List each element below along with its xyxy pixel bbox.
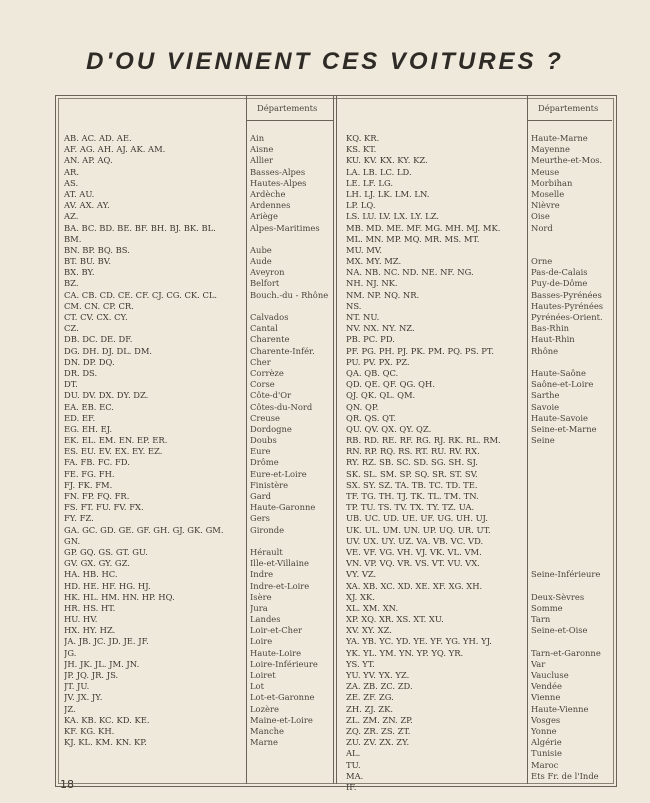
registration-codes: ES. EU. EV. EX. EY. EZ. [64,446,163,457]
left-dept-divider [246,96,247,784]
registration-codes: NH. NJ. NK. [346,278,398,289]
registration-codes: NA. NB. NC. ND. NE. NF. NG. [346,267,474,278]
departement-name [531,636,603,647]
registration-codes: YK. YL. YM. YN. YP. YQ. YR. [346,647,464,658]
registration-codes: PB. PC. PD. [346,334,395,345]
registration-codes: AB. AC. AD. AE. [64,133,132,143]
registration-codes: JV. JX. JY. [64,692,103,703]
departement-name [531,469,603,480]
departement-name: Aube [250,244,272,255]
registration-codes: QJ. QK. QL. QM. [346,390,416,401]
registration-codes: ZQ. ZR. ZS. ZT. [346,725,411,736]
departement-name: Gers [250,513,270,524]
registration-codes: CZ. [64,323,79,334]
right-header-rule [528,120,612,121]
right-departements-column [531,133,603,782]
departement-name: Seine-et-Marne [531,423,597,434]
registration-codes: ZA. ZB. ZC. ZD. [346,681,413,692]
departement-name [531,357,603,368]
registration-codes: NS. [346,300,362,311]
departement-name: Haute-Garonne [250,502,316,513]
registration-codes: JT. JU. [64,681,90,692]
registration-codes: HA. HB. HC. [64,569,118,580]
registration-codes: AF. AG. AH. AJ. AK. AM. [64,144,166,155]
departement-name: Hautes-Pyrénées [531,300,604,311]
departement-name: Yonne [531,725,557,736]
departement-name: Loiret [250,670,276,680]
departement-name: Saône-et-Loire [531,379,594,390]
registration-codes: ZU. ZV. ZX. ZY. [346,737,410,748]
registration-codes: UV. UX. UY. UZ. VA. VB. VC. VD. [346,535,484,546]
departement-name: Morbihan [531,177,573,188]
departement-name: Marne [250,737,278,748]
departement-name [531,234,603,245]
departement-name: Aisne [250,144,274,155]
right-dept-divider [527,96,528,784]
registration-codes: FJ. FK. FM. [64,479,113,490]
registration-codes: KS. KT. [346,144,377,155]
departement-name: Eure-et-Loire [250,468,307,479]
departement-name: Pas-de-Calais [531,267,588,278]
departement-name: Savoie [531,401,560,412]
departement-name: Jura [250,602,268,613]
registration-codes: AN. AP. AQ. [64,155,113,166]
registration-codes: TP. TU. TS. TV. TX. TY. TZ. UA. [346,502,475,513]
registration-codes: BN. BP. BQ. BS. [64,244,130,255]
registration-codes: LP. LQ. [346,200,376,211]
registration-codes: YA. YB. YC. YD. YE. YF. YG. YH. YJ. [346,636,492,647]
departement-name: Somme [531,602,563,613]
departement-name: Tunisie [531,748,562,759]
registration-codes: EK. EL. EM. EN. EP. ER. [64,435,168,446]
center-divider-2 [336,96,337,784]
departement-name: Calvados [250,312,289,322]
registration-codes: RY. RZ. SB. SC. SD. SG. SH. SJ. [346,457,478,468]
registration-codes: FA. FB. FC. FD. [64,457,130,468]
registration-codes: LA. LB. LC. LD. [346,166,412,177]
departement-name: Vosges [531,714,561,725]
left-codes-column [64,133,224,748]
departement-name: Landes [250,614,281,625]
departement-name: Ariège [250,211,279,222]
departement-name [531,536,603,547]
registration-codes: YS. YT. [346,658,375,669]
departement-name: Manche [250,725,285,736]
registration-codes: XP. XQ. XR. XS. XT. XU. [346,614,444,625]
departement-name: Hautes-Alpes [250,177,307,188]
departement-name: Belfort [250,278,280,289]
registration-codes: HX. HY. HZ. [64,625,116,636]
left-departements-header: Départements [257,103,318,113]
registration-codes: ZE. ZF. ZG. [346,692,394,703]
departement-name: Dordogne [250,423,292,434]
departement-name: Loir-et-Cher [250,625,303,636]
departement-name: Cantal [250,323,278,334]
registration-codes: KU. KV. KX. KY. KZ. [346,155,428,166]
departement-name: Allier [250,155,274,166]
departement-name: Bas-Rhin [531,323,570,334]
registration-codes: CM. CN. CP. CR. [64,300,134,311]
registration-codes: NT. NU. [346,312,380,322]
departement-name [531,581,603,592]
departement-name: Hérault [250,546,283,557]
departement-name: Charente [250,334,290,345]
registration-codes: CT. CV. CX. CY. [64,312,128,322]
departement-name: Ardennes [250,200,291,211]
left-departements-column [250,133,328,748]
registration-codes: FS. FT. FU. FV. FX. [64,502,144,513]
registration-codes: DG. DH. DJ. DL. DM. [64,345,153,356]
right-codes-column [346,133,501,793]
registration-codes: HU. HV. [64,614,98,625]
departement-name: Alpes-Maritimes [250,222,320,233]
registration-codes: AZ. [64,211,79,222]
departement-name [250,301,328,312]
registration-codes: UB. UC. UD. UE. UF. UG. UH. UJ. [346,513,488,524]
departement-name: Aude [250,256,272,267]
departement-name: Mayenne [531,144,571,155]
departement-name [531,491,603,502]
departement-name [531,513,603,524]
departement-name [531,480,603,491]
registration-codes: XV. XY. XZ. [346,625,392,636]
registration-codes: DB. DC. DE. DF. [64,334,133,345]
registration-codes: HD. HE. HF. HG. HJ. [64,580,151,591]
departement-name: Nièvre [531,200,560,211]
registration-codes: CA. CB. CD. CE. CF. CJ. CG. CK. CL. [64,289,218,300]
registration-codes: GA. GC. GD. GE. GF. GH. GJ. GK. GM. [64,524,224,535]
registration-codes: PF. PG. PH. PJ. PK. PM. PQ. PS. PT. [346,345,494,356]
registration-codes: KF. KG. KH. [64,725,115,736]
registration-codes: XL. XM. XN. [346,602,399,613]
registration-codes: GN. [64,535,81,546]
departement-name: Gard [250,491,272,501]
departement-name [531,245,603,256]
registration-codes: TF. TG. TH. TJ. TK. TL. TM. TN. [346,491,479,501]
registration-codes: HR. HS. HT. [64,602,116,613]
departement-name: Charente-Infér. [250,345,315,356]
registration-codes: QN. QP. [346,401,379,412]
departement-name: Oise [531,211,550,222]
registration-codes: JP. JQ. JR. JS. [64,670,119,680]
departement-name: Seine-et-Oise [531,625,588,636]
registration-codes: DU. DV. DX. DY. DZ. [64,390,149,401]
departement-name: Corrèze [250,367,284,378]
departement-name: Côte-d'Or [250,390,292,401]
departement-name: Ardèche [250,188,286,199]
departement-name: Doubs [250,435,277,446]
departement-name: Côtes-du-Nord [250,401,313,412]
departement-name: Lot [250,681,264,692]
departement-name: Eure [250,446,271,457]
departement-name [250,536,328,547]
registration-codes: FY. FZ. [64,513,94,524]
departement-name: Maine-et-Loire [250,714,313,725]
departement-name: Loire-Inférieure [250,658,318,669]
departement-name: Isère [250,591,272,602]
departement-name: Var [531,658,546,669]
registration-codes: AL. [346,748,361,759]
registration-codes: NM. NP. NQ. NR. [346,289,420,300]
registration-codes: MA. [346,770,364,781]
registration-codes: MB. MD. ME. MF. MG. MH. MJ. MK. [346,222,501,233]
registration-codes: LH. LJ. LK. LM. LN. [346,188,430,199]
registration-codes: KQ. KR. [346,133,380,143]
page-title: D'OU VIENNENT CES VOITURES ? [86,48,564,75]
departement-name: Haute-Loire [250,647,302,658]
registration-codes: GP. GQ. GS. GT. GU. [64,546,148,557]
registration-codes: ED. EF. [64,412,96,423]
registration-codes: PU. PV. PX. PZ. [346,356,410,367]
registration-codes: SX. SY. SZ. TA. TB. TC. TD. TE. [346,479,478,490]
registration-codes: KJ. KL. KM. KN. KP. [64,737,147,748]
departement-name: Meurthe-et-Mos. [531,155,603,166]
registration-codes: DN. DP. DQ. [64,356,115,367]
registration-codes: UK. UL. UM. UN. UP. UQ. UR. UT. [346,524,491,535]
registration-codes: AT. AU. [64,188,95,199]
right-departements-header: Départements [538,103,599,113]
departement-name: Indre-et-Loire [250,580,310,591]
departement-name: Lot-et-Garonne [250,692,315,703]
departement-name: Lozère [250,703,279,714]
registration-codes: BX. BY. [64,267,95,278]
departement-name [531,558,603,569]
registration-codes: DR. DS. [64,367,98,378]
departement-name: Haute-Saône [531,367,586,378]
departement-name: Puy-de-Dôme [531,278,588,289]
registration-codes: VE. VF. VG. VH. VJ. VK. VL. VM. [346,546,482,557]
registration-codes: RB. RD. RE. RF. RG. RJ. RK. RL. RM. [346,435,501,446]
registration-codes: QR. QS. QT. [346,412,397,423]
registration-codes: ZL. ZM. ZN. ZP. [346,714,413,725]
registration-codes: QU. QV. QX. QY. QZ. [346,423,432,434]
departement-name: Ets Fr. de l'Inde [531,770,599,781]
registration-codes: QA. QB. QC. [346,367,399,378]
departement-name: Seine [531,435,555,446]
center-divider [333,96,334,784]
registration-codes: BZ. [64,278,79,289]
departement-name: Vienne [531,692,561,703]
departement-name: Moselle [531,188,565,199]
departement-name: Creuse [250,412,281,423]
departement-name [531,446,603,457]
departement-name [531,525,603,536]
departement-name: Bouch.-du - Rhône [250,289,329,300]
registration-codes: ML. MN. MP. MQ. MR. MS. MT. [346,233,480,244]
registration-codes: DT. [64,379,78,390]
registration-codes: FN. FP. FQ. FR. [64,491,130,501]
departement-name: Maroc [531,759,559,770]
registration-codes: GV. GX. GY. GZ. [64,558,130,569]
registration-codes: AS. [64,177,79,188]
departement-name: Tarn-et-Garonne [531,647,601,658]
registration-codes: VN. VP. VQ. VR. VS. VT. VU. VX. [346,558,480,569]
registration-codes: SK. SL. SM. SP. SQ. SR. ST. SV. [346,468,478,479]
registration-codes: AV. AX. AY. [64,200,110,211]
departement-name: Haute-Marne [531,133,588,143]
departement-name: Basses-Alpes [250,166,306,177]
registration-codes: JH. JK. JL. JM. JN. [64,658,140,669]
registration-codes: JA. JB. JC. JD. JE. JF. [64,636,149,647]
departement-name: Deux-Sèvres [531,591,585,602]
registration-codes: BA. BC. BD. BE. BF. BH. BJ. BK. BL. [64,222,216,233]
departement-name: Loire [250,636,273,647]
departement-name: Pyrénées-Orient. [531,312,603,322]
departement-name: Cher [250,356,271,367]
departement-name [531,502,603,513]
departement-name: Ain [250,133,265,143]
departement-name [531,457,603,468]
registration-codes: VY. VZ. [346,569,377,580]
departement-name: Rhône [531,345,559,356]
registration-codes: FE. FG. FH. [64,468,115,479]
registration-codes: AR. [64,166,80,177]
registration-codes: XJ. XK. [346,591,375,602]
registration-codes: IF. [346,781,357,792]
registration-codes: LE. LF. LG. [346,177,394,188]
departement-name: Indre [250,569,274,580]
departement-name: Finistère [250,479,289,490]
departement-name: Seine-Inférieure [531,569,601,580]
departement-name: Algérie [531,737,562,748]
registration-codes: TU. [346,759,361,770]
left-header-rule [247,120,333,121]
departement-name: Vendée [531,681,562,692]
registration-codes: NV. NX. NY. NZ. [346,323,415,334]
registration-codes: RN. RP. RQ. RS. RT. RU. RV. RX. [346,446,480,457]
departement-name: Haute-Savoie [531,412,588,423]
departement-name: Meuse [531,166,560,177]
departement-name: Corse [250,379,275,390]
registration-codes: EG. EH. EJ. [64,423,113,434]
registration-codes: KA. KB. KC. KD. KE. [64,714,150,725]
departement-name: Haut-Rhin [531,334,575,345]
departement-name [250,234,328,245]
registration-codes: JZ. [64,703,76,714]
departement-name: Tarn [531,614,551,625]
departement-name: Basses-Pyrénées [531,289,602,300]
departement-name: Vaucluse [531,670,569,680]
registration-codes: LS. LU. LV. LX. LY. LZ. [346,211,440,222]
departement-name [531,547,603,558]
registration-codes: EA. EB. EC. [64,401,114,412]
registration-codes: MX. MY. MZ. [346,256,402,267]
registration-codes: QD. QE. QF. QG. QH. [346,379,436,390]
departement-name: Aveyron [250,267,285,278]
registration-codes: MU. MV. [346,244,383,255]
page-number: 18 [60,778,74,791]
registration-codes: JG. [64,647,77,658]
departement-name: Haute-Vienne [531,703,589,714]
registration-codes: HK. HL. HM. HN. HP. HQ. [64,591,175,602]
registration-codes: XA. XB. XC. XD. XE. XF. XG. XH. [346,580,483,591]
registration-codes: YU. YV. YX. YZ. [346,670,410,680]
departement-name: Sarthe [531,390,560,401]
departement-name: Nord [531,222,553,233]
registration-codes: ZH. ZJ. ZK. [346,703,394,714]
departement-name: Ille-et-Villaine [250,558,309,569]
departement-name: Drôme [250,457,279,468]
departement-name: Gironde [250,524,285,535]
registration-codes: BM. [64,233,82,244]
registration-codes: BT. BU. BV. [64,256,111,267]
departement-name: Orne [531,256,553,267]
